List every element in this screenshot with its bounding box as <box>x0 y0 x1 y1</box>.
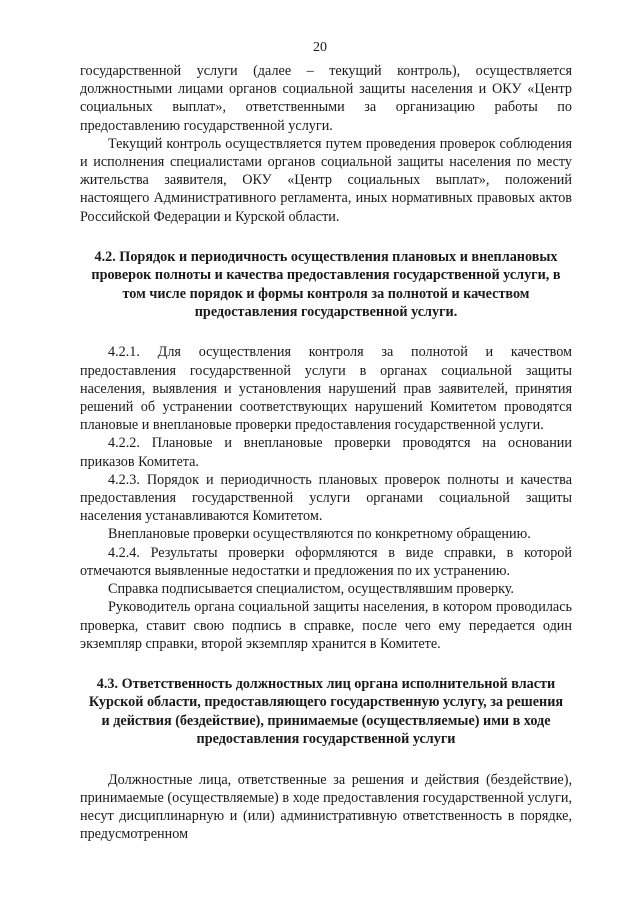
section-heading-4-2: 4.2. Порядок и периодичность осуществления плановых и внеплановых проверок полноты и качества предоставления государственной услуги, в том числе порядок и формы контроля за полнотой и качеством предоставления государственной услуги. <box>91 248 561 321</box>
paragraph-continuation: государственной услуги (далее – текущий контроль), осуществляется должностными лицами органов социальной защиты населения и ОКУ «Центр социальных выплат», ответственными за организацию работы по предоставлению государственной услуги. <box>80 63 572 134</box>
paragraph-certificate-signed: Справка подписывается специалистом, осуществлявшим проверку. <box>108 581 514 598</box>
paragraph-4-2-2: 4.2.2. Плановые и внеплановые проверки проводятся на основании приказов Комитета. <box>80 435 572 470</box>
paragraph-4-2-1: 4.2.1. Для осуществления контроля за полнотой и качеством предоставления государственной услуги в органах социальной защиты населения, выявления и установления нарушений прав заявителей, принятия решений об устранении соответствующих нарушений Комитетом проводятся плановые и внеплановые проверки предоставления государственной услуги. <box>80 344 572 434</box>
paragraph-current-control: Текущий контроль осуществляется путем проведения проверок соблюдения и исполнения специалистами органов социальной защиты населения по месту жительства заявителя, ОКУ «Центр социальных выплат», положений настоящего Административного регламента, иных нормативных правовых актов Российской Федерации и Курской области. <box>80 135 572 225</box>
section-heading-4-3: 4.3. Ответственность должностных лиц органа исполнительной власти Курской области, предоставляющего государственную услугу, за решения и действия (бездействие), принимаемые (осуществляемые) ими в ходе предоставления государственной услуги <box>88 675 564 748</box>
paragraph-4-2-4: 4.2.4. Результаты проверки оформляются в виде справки, в которой отмечаются выявленные недостатки и предложения по их устранению. <box>80 544 572 579</box>
page-number: 20 <box>313 40 327 55</box>
document-body <box>80 62 572 843</box>
paragraph-officials-responsibility: Должностные лица, ответственные за решения и действия (бездействие), принимаемые (осуществляемые) в ходе предоставления государственной услуги, несут дисциплинарную и (или) административную ответственность в порядке, предусмотренном <box>80 771 572 843</box>
paragraph-4-2-3: 4.2.3. Порядок и периодичность плановых проверок полноты и качества предоставления государственной услуги органами социальной защиты населения устанавливаются Комитетом. <box>80 471 572 525</box>
paragraph-head-signature: Руководитель органа социальной защиты населения, в котором проводилась проверка, ставит свою подпись в справке, после чего ему передается один экземпляр справки, второй экземпляр хранится в Комитете. <box>80 599 572 652</box>
paragraph-unscheduled-checks: Внеплановые проверки осуществляются по конкретному обращению. <box>108 526 531 543</box>
